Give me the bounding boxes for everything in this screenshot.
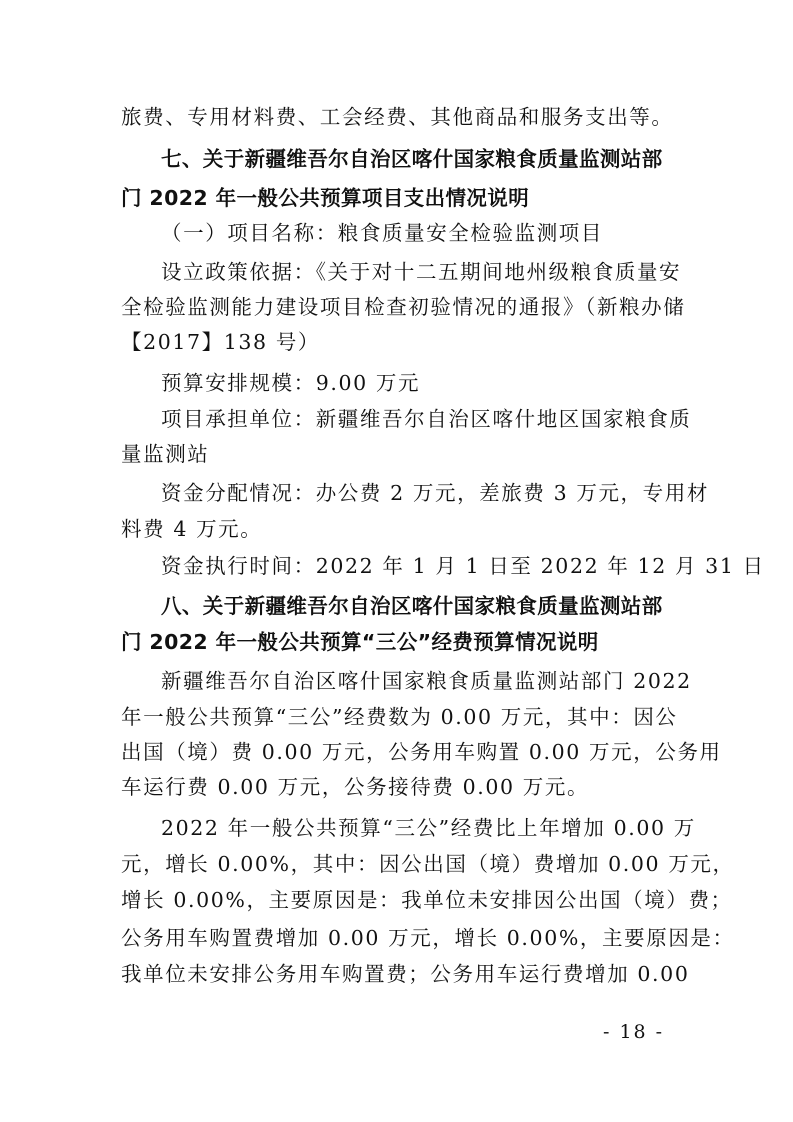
section-heading: 门 2022 年一般公共预算“三公”经费预算情况说明	[121, 630, 599, 654]
text-line: 增长 0.00%，主要原因是：我单位未安排因公出国（境）费；	[121, 888, 733, 912]
text-line: 2022 年一般公共预算“三公”经费比上年增加 0.00 万	[161, 816, 696, 840]
text-line: 旅费、专用材料费、工会经费、其他商品和服务支出等。	[121, 105, 674, 129]
text-line: 预算安排规模：9.00 万元	[161, 371, 421, 395]
text-line: （一）项目名称：粮食质量安全检验监测项目	[161, 221, 603, 245]
text-line: 全检验监测能力建设项目检查初验情况的通报》（新粮办储	[121, 295, 686, 319]
text-line: 新疆维吾尔自治区喀什国家粮食质量监测站部门 2022	[161, 669, 692, 693]
text-line: 资金分配情况：办公费 2 万元，差旅费 3 万元，专用材	[161, 481, 709, 505]
text-line: 项目承担单位：新疆维吾尔自治区喀什地区国家粮食质	[161, 407, 692, 431]
text-line: 年一般公共预算“三公”经费数为 0.00 万元，其中：因公	[121, 705, 678, 729]
text-line: 公务用车购置费增加 0.00 万元，增长 0.00%，主要原因是：	[121, 926, 735, 950]
text-line: 资金执行时间：2022 年 1 月 1 日至 2022 年 12 月 31 日	[161, 554, 765, 578]
text-line: 车运行费 0.00 万元，公务接待费 0.00 万元。	[121, 775, 590, 799]
section-heading: 门 2022 年一般公共预算项目支出情况说明	[121, 186, 530, 210]
section-heading: 七、关于新疆维吾尔自治区喀什国家粮食质量监测站部	[161, 147, 663, 171]
text-line: 【2017】138 号）	[121, 330, 321, 354]
text-line: 量监测站	[121, 442, 210, 466]
text-line: 料费 4 万元。	[121, 517, 263, 541]
section-heading: 八、关于新疆维吾尔自治区喀什国家粮食质量监测站部	[161, 594, 663, 618]
text-line: 出国（境）费 0.00 万元，公务用车购置 0.00 万元，公务用	[121, 740, 722, 764]
text-line: 设立政策依据：《关于对十二五期间地州级粮食质量安	[161, 260, 682, 284]
text-line: 元，增长 0.00%，其中：因公出国（境）费增加 0.00 万元，	[121, 852, 735, 876]
text-line: 我单位未安排公务用车购置费；公务用车运行费增加 0.00	[121, 962, 690, 986]
page-number: - 18 -	[603, 1021, 665, 1043]
